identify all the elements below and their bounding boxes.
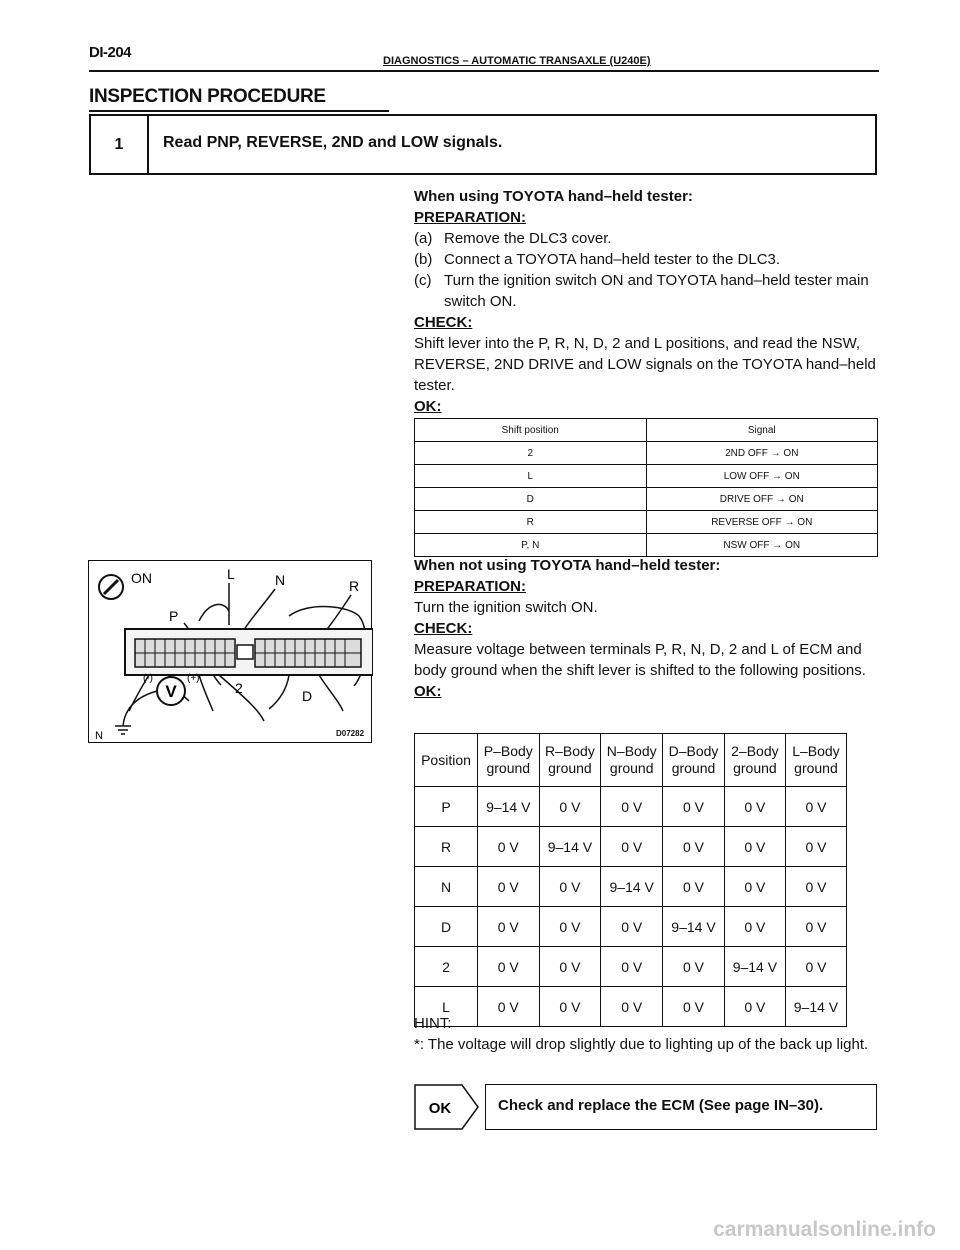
- title-rule: [89, 110, 389, 112]
- table-cell: R: [415, 511, 647, 534]
- signal-table: [414, 418, 878, 557]
- prep-step: [414, 228, 882, 249]
- label-d: D: [302, 688, 313, 704]
- check-label: CHECK:: [414, 620, 473, 637]
- table-row: [415, 534, 878, 557]
- table-cell: 0 V: [601, 987, 663, 1027]
- watermark: carmanualsonline.info: [713, 1218, 936, 1241]
- step-number: 1: [91, 116, 149, 173]
- with-tester-heading: When using TOYOTA hand–held tester:: [414, 188, 693, 205]
- ok-arrow-box: [414, 1084, 480, 1130]
- table-cell: 2: [415, 947, 478, 987]
- connector-diagram: [89, 561, 373, 744]
- table-cell: 0 V: [539, 867, 601, 907]
- prep-step-text: Connect a TOYOTA hand–held tester to the DLC3.: [444, 251, 781, 268]
- table-row: [415, 947, 847, 987]
- table-header: L–Body ground: [785, 734, 846, 787]
- table-cell: 0 V: [724, 787, 785, 827]
- table-header-row: [415, 419, 878, 442]
- table-cell: R: [415, 827, 478, 867]
- label-minus: (-): [143, 673, 153, 684]
- step-box: [89, 114, 877, 175]
- without-tester-heading: When not using TOYOTA hand–held tester:: [414, 557, 721, 574]
- table-header: Signal: [646, 419, 878, 442]
- prep-step: [414, 249, 882, 270]
- check-label: CHECK:: [414, 314, 473, 331]
- prep-step-label: (c): [414, 272, 432, 289]
- table-header: Position: [415, 734, 478, 787]
- table-cell: 0 V: [663, 787, 725, 827]
- table-cell: D: [415, 907, 478, 947]
- figure-code: D07282: [336, 729, 365, 738]
- table-cell: 0 V: [724, 907, 785, 947]
- table-cell: D: [415, 488, 647, 511]
- table-cell: DRIVE OFF → ON: [646, 488, 878, 511]
- table-header: N–Body ground: [601, 734, 663, 787]
- prep-step-label: (b): [414, 251, 433, 268]
- table-cell: 9–14 V: [785, 987, 846, 1027]
- ok-result-label: OK: [428, 1100, 452, 1117]
- label-n-bottom: N: [95, 730, 103, 742]
- table-cell: 0 V: [785, 907, 846, 947]
- table-cell: P: [415, 787, 478, 827]
- check-text: Measure voltage between terminals P, R, N, D, 2 and L of ECM and body ground when the shift lever is shifted to the following positions.: [414, 641, 866, 679]
- table-cell: 9–14 V: [724, 947, 785, 987]
- table-cell: L: [415, 987, 478, 1027]
- table-cell: 0 V: [785, 787, 846, 827]
- table-cell: 0 V: [663, 827, 725, 867]
- page-code: DI-204: [89, 44, 132, 61]
- table-header: Shift position: [415, 419, 647, 442]
- table-row: [415, 867, 847, 907]
- label-2: 2: [235, 680, 243, 696]
- table-header-row: [415, 734, 847, 787]
- table-cell: 0 V: [724, 867, 785, 907]
- table-cell: REVERSE OFF → ON: [646, 511, 878, 534]
- table-cell: 0 V: [663, 947, 725, 987]
- ok-result-box: [485, 1084, 877, 1130]
- table-cell: LOW OFF → ON: [646, 465, 878, 488]
- table-cell: 9–14 V: [663, 907, 725, 947]
- table-cell: 0 V: [601, 907, 663, 947]
- table-cell: 0 V: [539, 787, 601, 827]
- prep-step-text: Turn the ignition switch ON and TOYOTA hand–held tester main switch ON.: [444, 272, 869, 310]
- check-text: Shift lever into the P, R, N, D, 2 and L positions, and read the NSW, REVERSE, 2ND DRIVE and LOW signals on the TOYOTA hand–held tester.: [414, 335, 876, 394]
- table-cell: 0 V: [601, 947, 663, 987]
- ok-label: OK:: [414, 398, 442, 415]
- table-cell: N: [415, 867, 478, 907]
- table-cell: 0 V: [539, 907, 601, 947]
- table-cell: 0 V: [724, 987, 785, 1027]
- preparation-text: Turn the ignition switch ON.: [414, 599, 598, 616]
- table-cell: L: [415, 465, 647, 488]
- ecm-connector: [125, 629, 373, 675]
- table-row: [415, 787, 847, 827]
- hint-text: *: The voltage will drop slightly due to lighting up of the back up light.: [414, 1036, 869, 1053]
- header-rule: [89, 70, 879, 72]
- table-cell: 0 V: [785, 867, 846, 907]
- section-title: INSPECTION PROCEDURE: [89, 86, 326, 107]
- ok-result-text: Check and replace the ECM (See page IN–30).: [498, 1097, 824, 1114]
- table-cell: 9–14 V: [539, 827, 601, 867]
- voltmeter-label: V: [165, 682, 177, 701]
- table-cell: P, N: [415, 534, 647, 557]
- table-cell: 9–14 V: [478, 787, 540, 827]
- table-row: [415, 511, 878, 534]
- table-cell: 0 V: [478, 947, 540, 987]
- table-cell: 0 V: [724, 827, 785, 867]
- label-plus: (+): [187, 673, 200, 684]
- table-header: P–Body ground: [478, 734, 540, 787]
- table-row: [415, 488, 878, 511]
- table-cell: 0 V: [478, 867, 540, 907]
- prep-step-text: Remove the DLC3 cover.: [444, 230, 612, 247]
- table-row: [415, 827, 847, 867]
- table-row: [415, 442, 878, 465]
- table-cell: 0 V: [478, 827, 540, 867]
- table-header: 2–Body ground: [724, 734, 785, 787]
- table-cell: 0 V: [663, 867, 725, 907]
- table-row: [415, 465, 878, 488]
- table-cell: 0 V: [539, 947, 601, 987]
- voltage-table: [414, 733, 847, 1027]
- table-cell: 9–14 V: [601, 867, 663, 907]
- hint-section: [414, 1013, 882, 1055]
- table-cell: NSW OFF → ON: [646, 534, 878, 557]
- without-tester-section: [414, 555, 882, 702]
- prep-step: [414, 270, 882, 312]
- running-head: DIAGNOSTICS – AUTOMATIC TRANSAXLE (U240E): [383, 55, 651, 67]
- label-on: ON: [131, 570, 152, 586]
- table-cell: 0 V: [601, 827, 663, 867]
- label-l: L: [227, 566, 235, 582]
- table-cell: 0 V: [539, 987, 601, 1027]
- with-tester-section: [414, 186, 882, 417]
- table-cell: 0 V: [478, 907, 540, 947]
- connector-figure: [88, 560, 372, 743]
- ignition-switch-icon: [99, 575, 123, 599]
- table-cell: 0 V: [785, 827, 846, 867]
- hint-label: HINT:: [414, 1015, 452, 1032]
- table-cell: 0 V: [478, 987, 540, 1027]
- table-header: D–Body ground: [663, 734, 725, 787]
- table-cell: 2ND OFF → ON: [646, 442, 878, 465]
- table-cell: 0 V: [601, 787, 663, 827]
- table-header: R–Body ground: [539, 734, 601, 787]
- preparation-label: PREPARATION:: [414, 578, 526, 595]
- table-row: [415, 907, 847, 947]
- step-text: Read PNP, REVERSE, 2ND and LOW signals.: [163, 134, 503, 151]
- table-cell: 0 V: [663, 987, 725, 1027]
- table-cell: 2: [415, 442, 647, 465]
- label-r: R: [349, 578, 360, 594]
- ok-label: OK:: [414, 683, 442, 700]
- preparation-label: PREPARATION:: [414, 209, 526, 226]
- prep-step-label: (a): [414, 230, 433, 247]
- label-p: P: [169, 608, 179, 624]
- label-n: N: [275, 572, 286, 588]
- voltmeter-icon: [157, 677, 185, 705]
- table-cell: 0 V: [785, 947, 846, 987]
